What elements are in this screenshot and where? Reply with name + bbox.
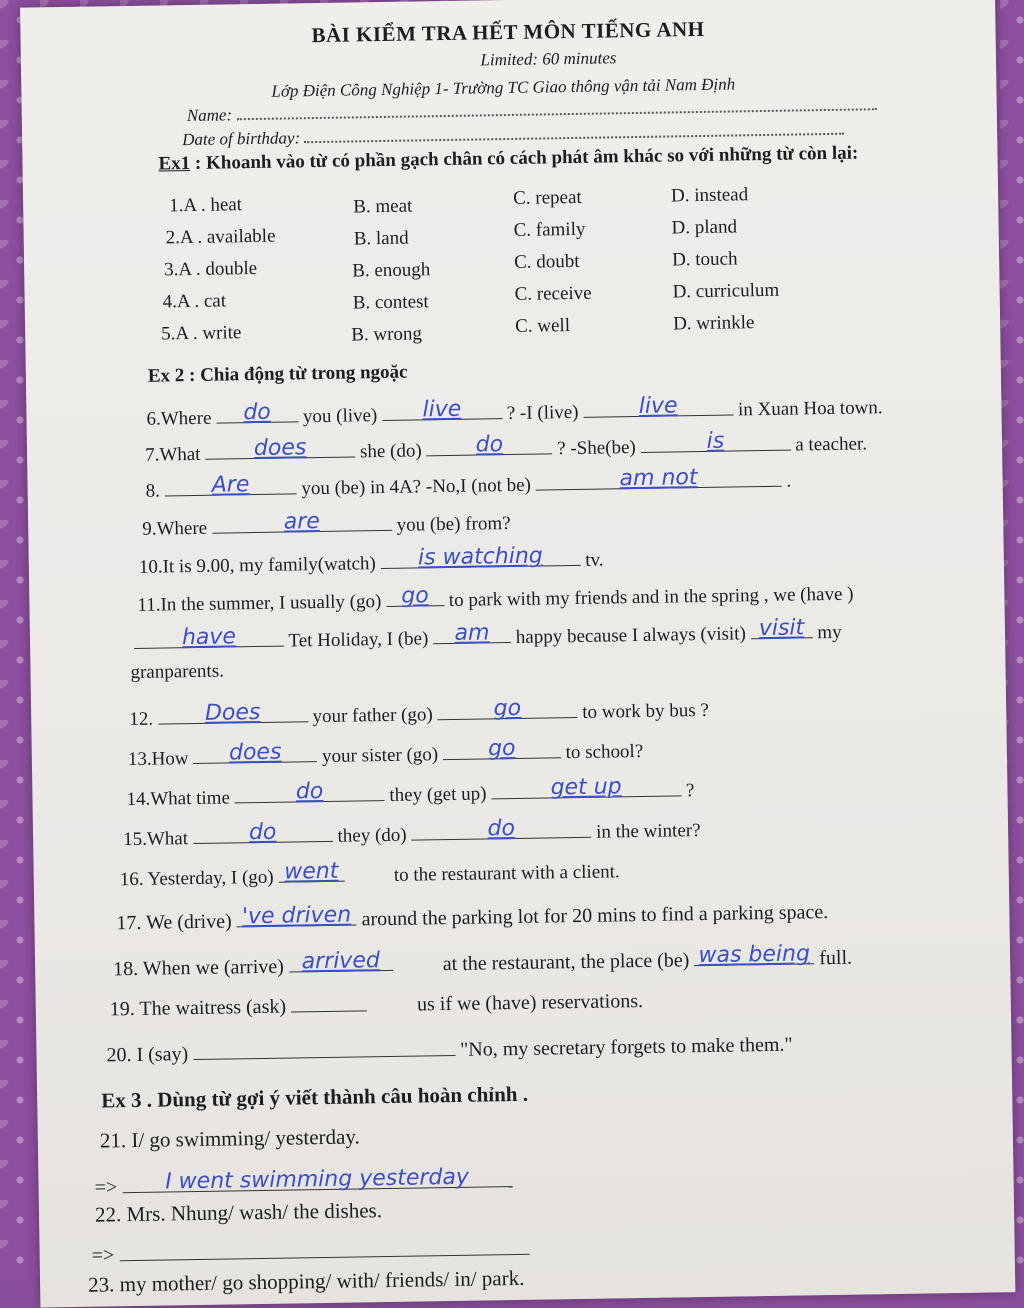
q15-text-2: they (do): [337, 824, 407, 847]
q6-text-4: in Xuan Hoa town.: [737, 397, 883, 421]
q2-d[interactable]: D. pland: [671, 216, 738, 239]
q10-answer-1[interactable]: is watching: [380, 543, 580, 569]
question-9: [142, 506, 511, 541]
q13-answer-1[interactable]: does: [193, 739, 317, 764]
q2-a[interactable]: 2.A . available: [165, 225, 276, 249]
q21-answer[interactable]: I went swimming yesterday: [122, 1160, 512, 1193]
q15-text-3: in the winter?: [595, 820, 701, 843]
q5-c[interactable]: C. well: [514, 315, 571, 337]
q11-answer-4[interactable]: visit: [750, 615, 812, 639]
q6-answer-2[interactable]: live: [382, 396, 502, 421]
q15-answer-2[interactable]: do: [411, 815, 591, 841]
q12-text-3: to work by bus ?: [582, 699, 710, 723]
q11-answer-1[interactable]: go: [386, 583, 444, 607]
q11-text-3: Tet Holiday, I (be): [288, 628, 429, 652]
question-23: 23. my mother/ go shopping/ with/ friends/ in/ park.: [87, 1265, 525, 1297]
q2-b[interactable]: B. land: [353, 227, 409, 250]
question-22: 22. Mrs. Nhung/ wash/ the dishes.: [94, 1198, 383, 1227]
q3-a[interactable]: 3.A . double: [164, 257, 258, 281]
q10-text-1: 10.It is 9.00, my family(watch): [138, 553, 376, 578]
q9-answer-1[interactable]: are: [212, 508, 392, 534]
q2-c[interactable]: C. family: [513, 218, 586, 241]
q12-answer-2[interactable]: go: [437, 695, 577, 720]
q3-b[interactable]: B. enough: [352, 259, 431, 282]
q16-text-2: to the restaurant with a client.: [393, 861, 620, 886]
question-15: [123, 813, 701, 851]
q12-text-1: 12.: [129, 708, 154, 731]
q11-text-2: to park with my friends and in the spring , we (have ): [448, 583, 854, 611]
q6-text-2: you (live): [302, 405, 378, 428]
q14-text-3: ?: [685, 780, 695, 802]
q14-answer-2[interactable]: get up: [491, 773, 681, 799]
q18-text-1: 18. When we (arrive): [113, 955, 285, 981]
question-6: [146, 390, 882, 431]
q8-answer-2[interactable]: am not: [535, 464, 781, 491]
q8-text-3: .: [786, 470, 792, 492]
q7-text-4: a teacher.: [795, 433, 868, 456]
q1-a[interactable]: 1.A . heat: [169, 194, 243, 217]
question-18: [113, 941, 852, 982]
question-7: [145, 426, 867, 466]
q18-text-2: at the restaurant, the place (be): [442, 949, 690, 976]
time-limit: Limited: 60 minutes: [480, 48, 617, 70]
name-label: Name:: [186, 105, 233, 126]
arrow-22: =>: [91, 1244, 115, 1267]
question-10: [139, 543, 604, 579]
q16-text-1: 16. Yesterday, I (go): [119, 866, 274, 891]
q7-text-1: 7.What: [144, 443, 201, 466]
arrow-21: =>: [94, 1176, 118, 1199]
q11-answer-3[interactable]: am: [433, 620, 511, 644]
q19-answer-1[interactable]: [291, 992, 367, 1012]
question-17: [116, 895, 828, 935]
ex1-label: Ex1: [158, 153, 191, 175]
q11-text-1: 11.In the summer, I usually (go): [137, 591, 382, 616]
q17-text-2: around the parking lot for 20 mins to find a parking space.: [361, 901, 829, 931]
q4-a[interactable]: 4.A . cat: [162, 290, 227, 313]
q8-answer-1[interactable]: Are: [164, 471, 296, 496]
q14-text-1: 14.What time: [126, 787, 231, 811]
question-16: [119, 854, 619, 891]
q5-d[interactable]: D. wrinkle: [672, 312, 755, 335]
question-21-answer-row: [94, 1160, 512, 1200]
ex3-heading: Ex 3 . Dùng từ gợi ý viết thành câu hoàn chỉnh .: [101, 1081, 529, 1113]
q11-text-4: happy because I always (visit): [515, 623, 747, 648]
q11-text-5: my: [817, 621, 842, 644]
q7-answer-2[interactable]: do: [426, 431, 552, 456]
q12-text-2: your father (go): [312, 704, 433, 728]
q19-text-1: 19. The waitress (ask): [109, 995, 287, 1021]
q6-answer-3[interactable]: live: [583, 393, 733, 418]
question-11-cont: [134, 615, 842, 655]
q13-answer-2[interactable]: go: [443, 735, 561, 760]
q6-text-3: ? -I (live): [506, 401, 579, 425]
q20-text-2: "No, my secretary forgets to make them.": [459, 1033, 793, 1061]
question-13: [128, 734, 644, 771]
dob-label: Date of birthday:: [182, 128, 301, 150]
question-20: [106, 1032, 792, 1068]
q8-text-1: 8.: [145, 480, 161, 502]
q12-answer-1[interactable]: Does: [157, 699, 307, 724]
class-line: Lớp Điện Công Nghiệp 1- Trường TC Giao thông vận tải Nam Định: [271, 74, 736, 101]
q20-text-1: 20. I (say): [106, 1043, 189, 1067]
q1-c[interactable]: C. repeat: [512, 186, 582, 209]
q18-answer-2[interactable]: was being: [694, 941, 814, 966]
q5-b[interactable]: B. wrong: [351, 323, 423, 346]
q11-answer-2[interactable]: have: [134, 624, 284, 649]
q9-text-1: 9.Where: [142, 517, 208, 540]
q8-text-2: you (be) in 4A? -No,I (not be): [301, 474, 532, 500]
q11-text-6: granparents.: [130, 660, 225, 684]
q3-c[interactable]: C. doubt: [513, 250, 580, 273]
question-14: [126, 773, 694, 811]
q13-text-1: 13.How: [127, 748, 189, 771]
question-12: [129, 693, 709, 731]
q13-text-3: to school?: [565, 740, 644, 764]
q13-text-2: your sister (go): [321, 744, 439, 768]
question-8: [145, 464, 791, 503]
q3-d[interactable]: D. touch: [671, 248, 738, 271]
q14-answer-1[interactable]: do: [234, 778, 384, 803]
q22-answer[interactable]: [119, 1236, 529, 1261]
q7-text-3: ? -She(be): [557, 437, 636, 460]
q4-c[interactable]: C. receive: [514, 282, 592, 305]
q10-text-2: tv.: [585, 549, 604, 571]
q16-answer-1[interactable]: went: [278, 859, 344, 883]
q9-text-2: you (be) from?: [396, 513, 511, 536]
q15-answer-1[interactable]: do: [193, 819, 333, 844]
q7-answer-3[interactable]: is: [640, 428, 790, 453]
q17-answer-1[interactable]: 've driven: [236, 902, 356, 927]
q6-text-1: 6.Where: [146, 407, 212, 430]
q15-text-1: 15.What: [122, 828, 189, 851]
q14-text-2: they (get up): [389, 783, 487, 806]
q18-text-3: full.: [819, 946, 853, 970]
q5-a[interactable]: 5.A . write: [161, 322, 242, 345]
ex1-instruction: : Khoanh vào từ có phần gạch chân có cách phát âm khác so với những từ còn lại:: [194, 142, 859, 174]
q18-answer-1[interactable]: arrived: [289, 948, 393, 973]
q7-answer-1[interactable]: does: [205, 434, 355, 459]
q17-text-1: 17. We (drive): [116, 910, 232, 935]
q4-d[interactable]: D. curriculum: [672, 279, 780, 303]
q7-text-2: she (do): [359, 440, 422, 463]
q1-b[interactable]: B. meat: [353, 195, 413, 218]
exam-paper: [20, 0, 1015, 1307]
q6-answer-1[interactable]: do: [216, 399, 298, 423]
ex2-heading: Ex 2 : Chia động từ trong ngoặc: [147, 361, 408, 387]
exam-title: BÀI KIỂM TRA HẾT MÔN TIẾNG ANH: [311, 16, 705, 48]
q1-d[interactable]: D. instead: [670, 184, 749, 207]
question-19: [110, 988, 644, 1021]
question-11: [137, 577, 853, 617]
q4-b[interactable]: B. contest: [352, 291, 429, 314]
q19-text-2: us if we (have) reservations.: [416, 989, 644, 1016]
question-21: 21. I/ go swimming/ yesterday.: [99, 1124, 360, 1153]
question-22-answer-row: [91, 1236, 529, 1268]
q20-answer-1[interactable]: [193, 1037, 455, 1060]
